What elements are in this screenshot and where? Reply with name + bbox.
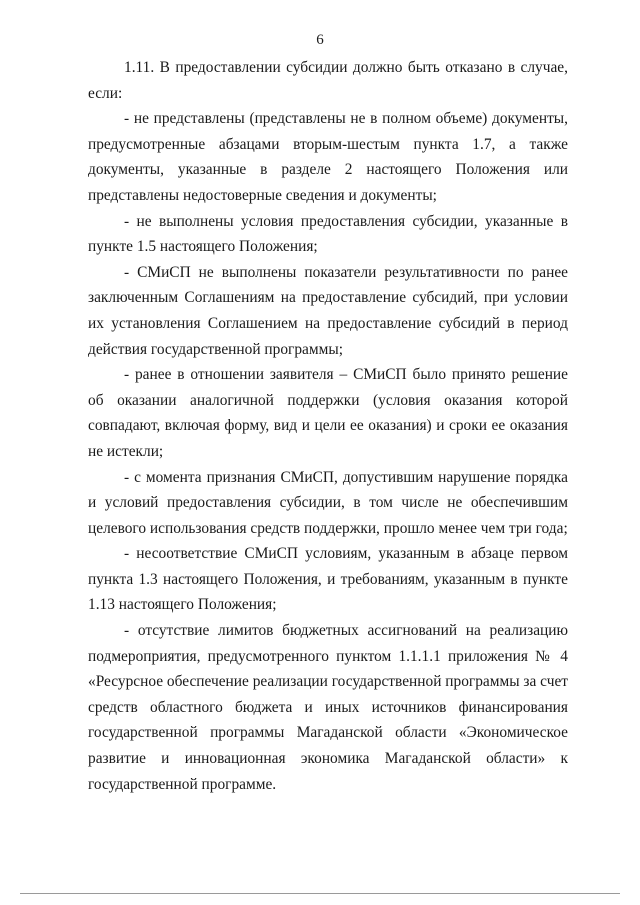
paragraph-documents-not-submitted: - не представлены (представлены не в полном объеме) документы, предусмотренные абзацами вторым-шестым пункта 1.7, а также документы, указанные в разделе 2 настоящего Положения или представлены недостоверные сведения и документы; xyxy=(88,110,568,204)
paragraph-violation-period: - с момента признания СМиСП, допустившим нарушение порядка и условий предоставления субсидии, в том числе не обеспечившим целевого использования средств поддержки, прошло менее чем три года; xyxy=(88,468,568,537)
page-number: 6 xyxy=(316,32,324,48)
paragraph-1-11-heading: 1.11. В предоставлении субсидии должно быть отказано в случае, если: xyxy=(88,59,568,102)
paragraph-conditions-not-met: - не выполнены условия предоставления субсидии, указанные в пункте 1.5 настоящего Положения; xyxy=(88,212,568,256)
paragraph-performance-indicators: - СМиСП не выполнены показатели результативности по ранее заключенным Соглашениям на предоставление субсидий, при условии их установления Соглашением на предоставление субсидий в период действия государственной программы; xyxy=(88,263,568,358)
bottom-divider xyxy=(20,893,620,894)
paragraph-budget-limits: - отсутствие лимитов бюджетных ассигнований на реализацию подмероприятия, предусмотренного пунктом 1.1.1.1 приложения № 4 «Ресурсное обеспечение реализации государственной программы за счет средств областного бюджета и иных источников финансирования государственной программы Магаданской области «Экономическое развитие и инновационная экономика Магаданской области» к государственной программе. xyxy=(88,622,569,793)
paragraph-nonconformity: - несоответствие СМиСП условиям, указанным в абзаце первом пункта 1.3 настоящего Положения, и требованиям, указанным в пункте 1.13 настоящего Положения; xyxy=(88,545,568,614)
paragraph-similar-support: - ранее в отношении заявителя – СМиСП было принято решение об оказании аналогичной поддержки (условия оказания которой совпадают, включая форму, вид и цели ее оказания) и сроки ее оказания не истекли; xyxy=(88,366,568,460)
document-body xyxy=(88,55,568,797)
